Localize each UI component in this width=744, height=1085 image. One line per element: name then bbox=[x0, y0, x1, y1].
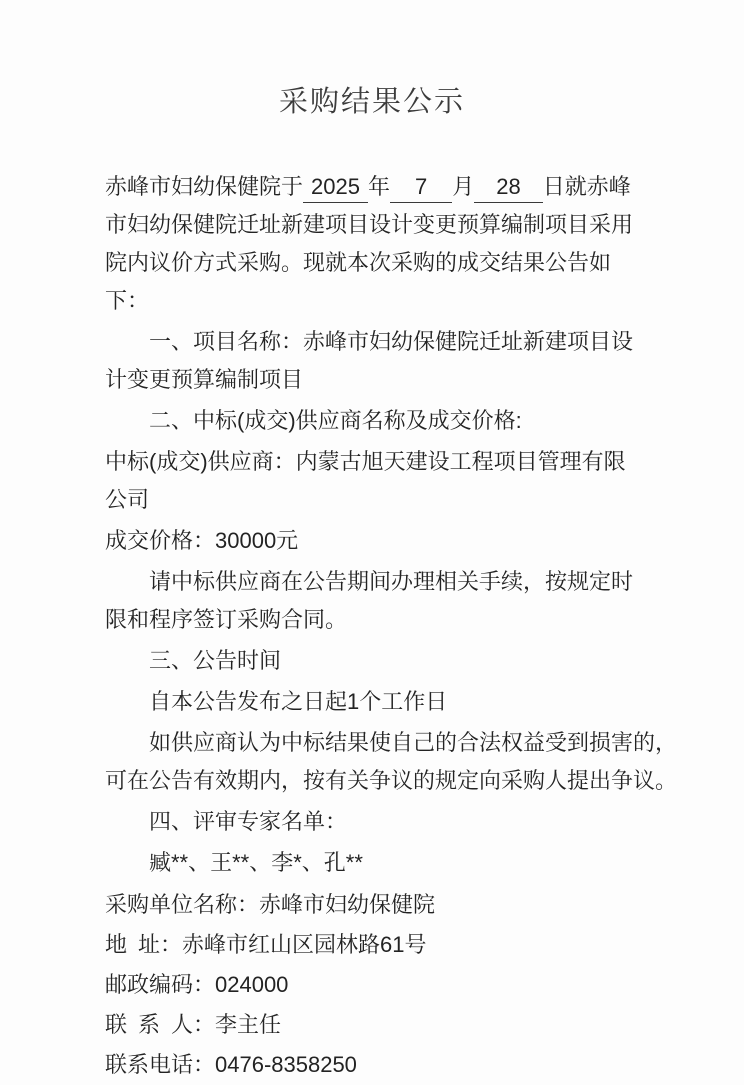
contact-block bbox=[105, 885, 684, 1085]
deal-price-line: 成交价格：30000元 bbox=[105, 528, 299, 553]
section-item-4-experts-heading: 四、评审专家名单： bbox=[149, 809, 348, 834]
winning-supplier-line: 中标(成交)供应商：内蒙古旭天建设工程项目管理有限公司 bbox=[105, 449, 626, 512]
postal-code-line: 邮政编码：024000 bbox=[105, 972, 289, 997]
year-blank-field bbox=[303, 172, 368, 203]
experts-name-list: 臧**、王**、李*、孔** bbox=[149, 850, 363, 875]
contact-person-line: 联 系 人：李主任 bbox=[105, 1012, 282, 1037]
address-line: 地 址：赤峰市红山区园林路61号 bbox=[105, 932, 427, 957]
day-blank-field bbox=[474, 172, 542, 203]
intro-paragraph bbox=[105, 168, 645, 320]
contact-phone-line: 联系电话：0476-8358250 bbox=[105, 1052, 357, 1077]
year-value: 2025 bbox=[311, 174, 360, 199]
purchaser-name-line: 采购单位名称：赤峰市妇幼保健院 bbox=[105, 892, 436, 917]
month-value: 7 bbox=[414, 174, 428, 199]
section-item-3-announcement-time: 三、公告时间 bbox=[149, 648, 282, 673]
month-blank-field bbox=[390, 172, 452, 203]
day-value: 28 bbox=[496, 174, 521, 199]
section-item-2-supplier-heading: 二、中标(成交)供应商名称及成交价格: bbox=[149, 408, 522, 433]
month-unit: 月 bbox=[452, 174, 475, 199]
page-title: 采购结果公示 bbox=[278, 86, 465, 118]
section-item-1-project-name: 一、项目名称：赤峰市妇幼保健院迁址新建项目设计变更预算编制项目 bbox=[105, 329, 634, 392]
intro-prefix: 赤峰市妇幼保健院于 bbox=[105, 174, 304, 199]
dispute-rights-line: 如供应商认为中标结果使自己的合法权益受到损害的，可在公告有效期内，按有关争议的规定向采购人提出争议。 bbox=[105, 730, 678, 793]
document-body bbox=[105, 168, 678, 882]
announcement-duration-line: 自本公告发布之日起1个工作日 bbox=[149, 689, 448, 714]
year-unit: 年 bbox=[367, 174, 390, 199]
contract-instruction-line: 请中标供应商在公告期间办理相关手续，按规定时限和程序签订采购合同。 bbox=[105, 569, 634, 632]
intro-rest: 日就赤峰市妇幼保健院迁址新建项目设计变更预算编制项目采用院内议价方式采购。现就本次采购的成交结果公告如下： bbox=[105, 174, 634, 313]
